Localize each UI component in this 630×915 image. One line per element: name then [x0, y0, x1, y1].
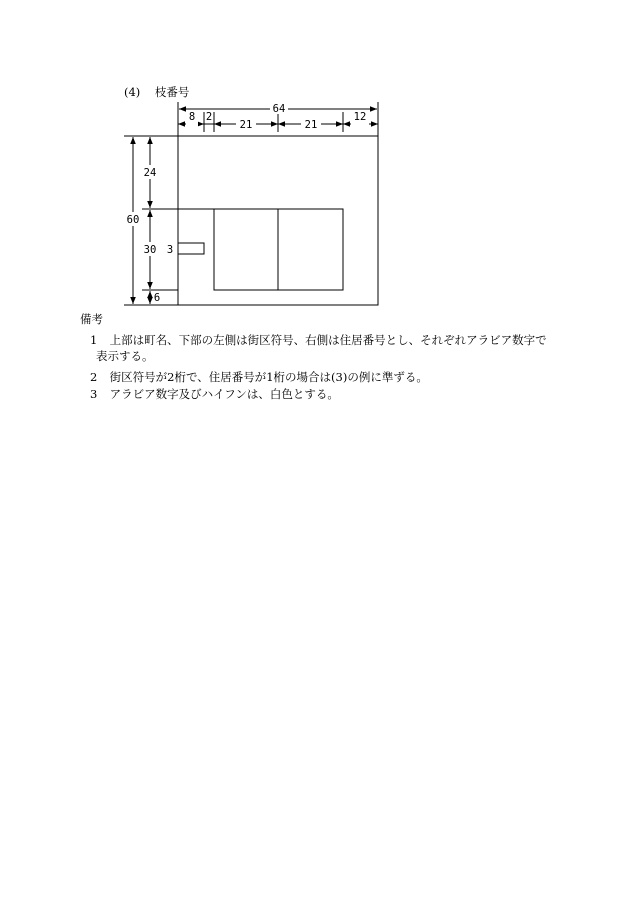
- dim-total-width: 64: [272, 103, 286, 115]
- dim-seg-d: 21: [304, 119, 318, 131]
- remark-note-2: [90, 370, 428, 384]
- dim-bottom-height: 6: [153, 292, 161, 304]
- note-number: 2: [90, 370, 98, 384]
- house-number-field: [278, 209, 343, 290]
- note-text: 上部は町名、下部の左側は街区符号、右側は住居番号とし、それぞれアラビア数字で: [109, 333, 547, 347]
- remark-note-3: [90, 387, 339, 401]
- dim-seg-b: 2: [205, 111, 213, 123]
- remarks-title: 備考: [80, 312, 103, 326]
- hyphen-mark: [178, 243, 204, 254]
- plate-dimension-diagram: [0, 0, 630, 320]
- note-text: アラビア数字及びハイフンは、白色とする。: [109, 387, 339, 401]
- section-title: 枝番号: [154, 85, 190, 99]
- block-number-field: [214, 209, 278, 290]
- dim-mid-height: 30: [143, 244, 157, 256]
- remark-note-1-continuation: 表示する。: [96, 349, 154, 363]
- note-text: 街区符号が2桁で、住居番号が1桁の場合は(3)の例に準ずる。: [109, 370, 428, 384]
- dim-seg-e: 12: [353, 111, 367, 123]
- dim-hyphen-height: 3: [166, 244, 174, 256]
- remark-note-1: [90, 333, 547, 347]
- dim-seg-c: 21: [239, 119, 253, 131]
- section-number: (4): [124, 85, 141, 99]
- dim-seg-a: 8: [188, 111, 196, 123]
- dim-total-height: 60: [126, 214, 140, 226]
- note-number: 3: [90, 387, 98, 401]
- note-number: 1: [90, 333, 98, 347]
- dim-top-height: 24: [143, 167, 157, 179]
